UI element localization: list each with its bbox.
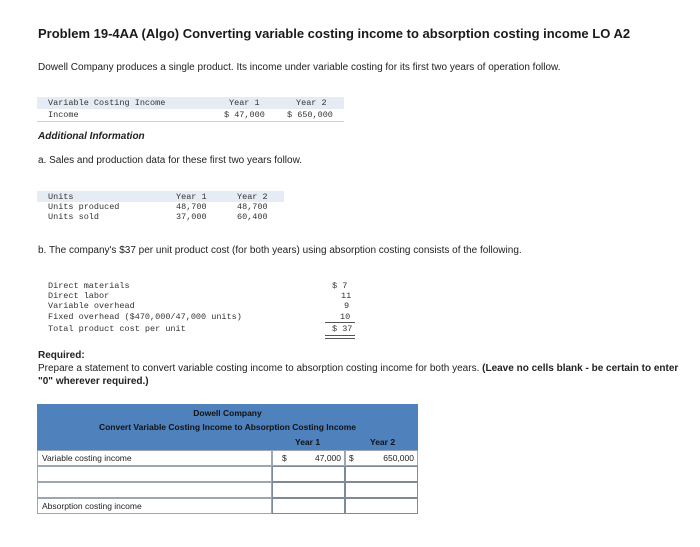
income-table-year1-header: Year 1 bbox=[229, 98, 260, 108]
answer-table-year1-header: Year 1 bbox=[295, 437, 321, 447]
units-table-header-label: Units bbox=[48, 192, 74, 202]
intro-text: Dowell Company produces a single product. Its income under variable costing for its first two years of operation follow. bbox=[38, 62, 561, 73]
answer-year2-dollar: $ bbox=[349, 453, 354, 463]
required-text: Prepare a statement to convert variable costing income to absorption costing income for both years. bbox=[38, 363, 480, 374]
cost-row-total-label: Total product cost per unit bbox=[48, 324, 186, 334]
cost-row-variable-overhead-value: 9 bbox=[344, 301, 350, 311]
answer-row-variable-label-cell bbox=[37, 450, 272, 466]
additional-info-heading: Additional Information bbox=[38, 131, 145, 142]
units-row-sold-label: Units sold bbox=[48, 212, 100, 222]
adjustment-year2-input-1[interactable] bbox=[345, 466, 418, 482]
item-a-text: a. Sales and production data for these first two years follow. bbox=[38, 155, 303, 166]
cost-row-variable-overhead-label: Variable overhead bbox=[48, 301, 135, 311]
answer-row-absorption-label-cell bbox=[37, 498, 272, 514]
answer-table-header bbox=[37, 404, 418, 450]
income-table-year2-header: Year 2 bbox=[296, 98, 327, 108]
adjustment-year1-input-2[interactable] bbox=[272, 482, 345, 498]
units-row-sold-y1: 37,000 bbox=[176, 212, 207, 222]
units-row-sold-y2: 60,400 bbox=[237, 212, 268, 222]
cost-row-direct-labor-label: Direct labor bbox=[48, 291, 110, 301]
units-row-produced-y2: 48,700 bbox=[237, 202, 268, 212]
required-bold-note: (Leave no cells blank - be certain to enter "0" wherever required.) bbox=[38, 363, 679, 387]
answer-row-variable-year1-cell bbox=[272, 450, 345, 466]
absorption-year1-input[interactable] bbox=[272, 498, 345, 514]
answer-table-company: Dowell Company bbox=[193, 408, 262, 418]
cost-total-divider bbox=[325, 322, 355, 323]
required-heading: Required: bbox=[38, 350, 85, 361]
units-table-year1-header: Year 1 bbox=[176, 192, 207, 202]
cost-row-direct-materials-label: Direct materials bbox=[48, 281, 130, 291]
page-title: Problem 19-4AA (Algo) Converting variable costing income to absorption costing income LO A2 bbox=[38, 26, 631, 41]
answer-row-variable-label: Variable costing income bbox=[42, 453, 132, 463]
absorption-year2-input[interactable] bbox=[345, 498, 418, 514]
units-row-produced-y1: 48,700 bbox=[176, 202, 207, 212]
units-table-year2-header: Year 2 bbox=[237, 192, 268, 202]
adjustment-label-input-2[interactable] bbox=[37, 482, 272, 498]
cost-total-double-underline bbox=[325, 335, 355, 339]
cost-row-total-value: $ 37 bbox=[332, 324, 353, 334]
adjustment-year1-input-1[interactable] bbox=[272, 466, 345, 482]
income-table-year2-value: $ 650,000 bbox=[287, 110, 333, 120]
cost-row-direct-materials-value: $ 7 bbox=[332, 281, 348, 291]
answer-year1-dollar: $ bbox=[282, 453, 287, 463]
income-table-divider bbox=[37, 121, 344, 122]
adjustment-year2-input-2[interactable] bbox=[345, 482, 418, 498]
cost-row-fixed-overhead-label: Fixed overhead ($470,000/47,000 units) bbox=[48, 312, 242, 322]
answer-row-variable-year2-cell bbox=[345, 450, 418, 466]
answer-year2-value: 650,000 bbox=[383, 453, 414, 463]
adjustment-label-input-1[interactable] bbox=[37, 466, 272, 482]
cost-row-direct-labor-value: 11 bbox=[341, 291, 352, 301]
units-row-produced-label: Units produced bbox=[48, 202, 120, 212]
income-table-col-label: Variable Costing Income bbox=[48, 98, 166, 108]
income-table-year1-value: $ 47,000 bbox=[224, 110, 265, 120]
item-b-text: b. The company's $37 per unit product cost (for both years) using absorption costing consists of the following. bbox=[38, 245, 522, 256]
required-instructions bbox=[38, 362, 683, 388]
income-table-row-label: Income bbox=[48, 110, 79, 120]
cost-row-fixed-overhead-value: 10 bbox=[340, 312, 351, 322]
answer-year1-value: 47,000 bbox=[315, 453, 341, 463]
answer-row-absorption-label: Absorption costing income bbox=[42, 501, 142, 511]
answer-table-subtitle: Convert Variable Costing Income to Absorption Costing Income bbox=[98, 422, 357, 432]
answer-table-year2-header: Year 2 bbox=[370, 437, 396, 447]
